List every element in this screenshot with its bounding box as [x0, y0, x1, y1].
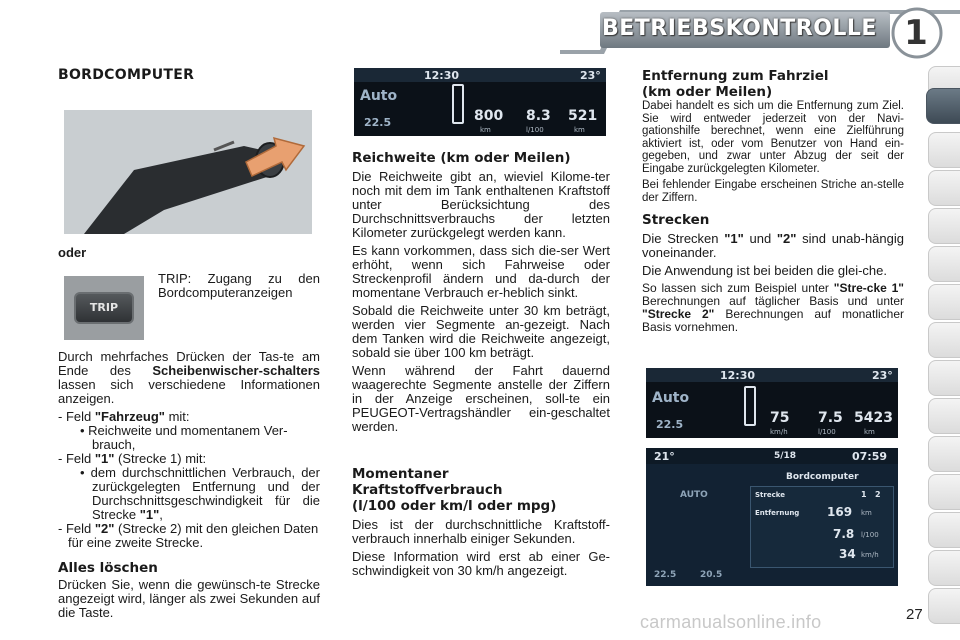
menu-panel — [750, 486, 894, 568]
display-temp: 23° — [872, 369, 893, 382]
consumption-body — [352, 518, 610, 582]
chapter-tab[interactable] — [928, 398, 960, 434]
display-unit-2: l/100 — [526, 126, 544, 134]
display-temp2: 22.5 — [656, 418, 684, 431]
chapter-tab[interactable] — [928, 284, 960, 320]
chapter-tab[interactable] — [928, 436, 960, 472]
wiper-stalk-icon — [64, 110, 312, 234]
intro-paragraph: Durch mehrfaches Drücken der Tas-te am Ende des Scheibenwischer-schalters lassen sich verschiedene Informationen anzeigen. — [58, 349, 320, 406]
menu-distance-value: 169 — [827, 505, 853, 519]
display-unit-3: km — [864, 428, 875, 436]
menu-row-label-distance: Entfernung — [755, 509, 800, 517]
display-menu-title: Bordcomputer — [786, 472, 859, 482]
display-value-1: 75 — [770, 410, 790, 426]
chapter-tab[interactable] — [928, 208, 960, 244]
oder-label: oder — [58, 245, 87, 260]
display-time: 12:30 — [720, 369, 756, 382]
chapter-tab[interactable] — [928, 512, 960, 548]
field-trip-1: - Feld "1" (Strecke 1) mit: — [58, 451, 207, 466]
trip-description: TRIP: Zugang zu den Bordcomputeranzeigen — [158, 271, 320, 300]
display-bordcomputer — [646, 448, 898, 586]
chapter-tab[interactable] — [928, 360, 960, 396]
trips-paragraph-2: Die Anwendung ist bei beiden die glei-che. — [642, 263, 888, 278]
wiper-stalk-photo — [64, 110, 312, 234]
display-trip — [646, 368, 898, 438]
trip-button[interactable]: TRIP — [74, 292, 134, 324]
display-value-2: 7.5 — [818, 410, 843, 426]
destination-body — [642, 100, 904, 208]
trips-heading: Strecken — [642, 212, 710, 228]
page-number: 27 — [906, 606, 923, 623]
menu-trip-2[interactable]: 2 — [875, 490, 881, 499]
field-trip-2: - Feld "2" (Strecke 2) mit den gleichen Daten für eine zweite Strecke. — [58, 521, 319, 550]
display-time: 07:59 — [852, 450, 888, 463]
reset-heading: Alles löschen — [58, 560, 158, 576]
display-auto: Auto — [652, 390, 690, 406]
trip-button-photo — [64, 276, 144, 340]
field-vehicle-detail: • Reichweite und momentanem Ver-brauch, — [80, 423, 288, 452]
consumption-paragraph-2: Diese Information wird erst ab einer Ge-schwindigkeit von 30 km/h angezeigt. — [352, 549, 610, 578]
range-paragraph-1: Die Reichweite gibt an, wieviel Kilome-ter noch mit dem im Tank enthaltenen Kraftstoff unter Berücksichtung des Durchschnittsverbrauchs der letzten Kilometer zurückgelegt werden kann. — [352, 169, 610, 240]
display-auto: Auto — [360, 88, 398, 104]
menu-distance-unit: km — [861, 509, 872, 517]
chapter-tab[interactable] — [928, 246, 960, 282]
left-body — [58, 350, 320, 550]
trip-indicator-icon — [744, 386, 756, 426]
menu-speed-value: 34 — [839, 547, 856, 561]
menu-consumption-unit: l/100 — [861, 531, 879, 539]
chapter-tab[interactable] — [928, 474, 960, 510]
watermark: carmanualsonline.info — [640, 612, 822, 632]
display-temp-right: 20.5 — [700, 570, 723, 580]
display-value-3: 521 — [568, 108, 598, 124]
display-temp: 23° — [580, 69, 601, 82]
destination-paragraph-2: Bei fehlender Eingabe erscheinen Striche an-stelle der Ziffern. — [642, 179, 904, 204]
reset-paragraph: Drücken Sie, wenn die gewünsch-te Strecke angezeigt wird, länger als zwei Sekunden auf die Taste. — [58, 577, 320, 620]
display-unit-1: km — [480, 126, 491, 134]
middle-body — [352, 170, 610, 438]
trips-paragraph-3: So lassen sich zum Beispiel unter "Stre-cke 1" Berechnungen auf täglicher Basis und unter "Strecke 2" Berechnungen auf monatlicher Basis vornehmen. — [642, 281, 904, 334]
chapter-tab[interactable] — [928, 170, 960, 206]
display-auto: AUTO — [680, 490, 708, 500]
trips-paragraph-1: Die Strecken "1" und "2" sind unab-hängig voneinander. — [642, 231, 904, 260]
display-temp2: 22.5 — [364, 116, 392, 129]
chapter-tabs — [924, 66, 960, 626]
display-value-2: 8.3 — [526, 108, 551, 124]
page-title: BETRIEBSKONTROLLE — [602, 16, 877, 41]
display-temp: 21° — [654, 450, 675, 463]
consumption-paragraph-1: Dies ist der durchschnittliche Kraftstoff-verbrauch innerhalb einiger Sekunden. — [352, 517, 610, 546]
display-date: 5/18 — [774, 451, 797, 461]
trips-body — [642, 232, 904, 338]
menu-speed-unit: km/h — [861, 551, 879, 559]
display-temp-left: 22.5 — [654, 570, 677, 580]
display-value-3: 5423 — [854, 410, 893, 426]
section-heading-bordcomputer: BORDCOMPUTER — [58, 67, 195, 83]
fuel-gauge-icon — [452, 84, 464, 124]
menu-consumption-value: 7.8 — [833, 527, 855, 541]
range-heading: Reichweite (km oder Meilen) — [352, 150, 571, 166]
destination-paragraph-1: Dabei handelt es sich um die Entfernung zum Ziel. Sie wird entweder jederzeit von der Navi-gationshilfe berechnet, wenn eine Zielführung aktiviert ist, oder vom Benutzer von Hand ein-gegeben, und zwar unter Abzug der seit der Eingabe zurückgelegten Kilometer. — [642, 100, 904, 175]
chapter-tab[interactable] — [928, 132, 960, 168]
range-paragraph-4: Wenn während der Fahrt dauernd waagerechte Segmente anstelle der Ziffern in der Anzeige erscheinen, soll-te ein PEUGEOT-Vertragshändler ein-geschaltet werden. — [352, 363, 610, 434]
chapter-tab[interactable] — [928, 550, 960, 586]
chapter-number: 1 — [904, 13, 928, 53]
chapter-tab-active[interactable] — [926, 88, 960, 124]
field-vehicle: - Feld "Fahrzeug" mit: — [58, 409, 190, 424]
field-trip-1-detail: • dem durchschnittlichen Verbrauch, der zurückgelegten Entfernung und der Durchschnittsgeschwindigkeit für die Strecke "1", — [80, 465, 320, 522]
destination-heading: Entfernung zum Fahrziel (km oder Meilen) — [642, 68, 829, 100]
display-time: 12:30 — [424, 69, 460, 82]
consumption-heading: Momentaner Kraftstoffverbrauch (l/100 oder km/l oder mpg) — [352, 466, 557, 514]
range-paragraph-3: Sobald die Reichweite unter 30 km beträgt, werden vier Segmente an-gezeigt. Nach dem Tanken wird die Reichweite angezeigt, sobald sie über 100 km beträgt. — [352, 303, 610, 360]
display-value-1: 800 — [474, 108, 504, 124]
menu-row-label-trip: Strecke — [755, 491, 785, 499]
chapter-tab[interactable] — [928, 322, 960, 358]
display-unit-1: km/h — [770, 428, 788, 436]
chapter-tab[interactable] — [928, 588, 960, 624]
display-unit-2: l/100 — [818, 428, 836, 436]
range-paragraph-2: Es kann vorkommen, dass sich die-ser Wert erhöht, wenn sich Fahrweise oder Streckenprofil ändern und da-durch der momentane Verbrauch er-heblich sinkt. — [352, 243, 610, 300]
display-range — [354, 68, 606, 136]
display-unit-3: km — [574, 126, 585, 134]
menu-trip-1[interactable]: 1 — [861, 490, 867, 499]
